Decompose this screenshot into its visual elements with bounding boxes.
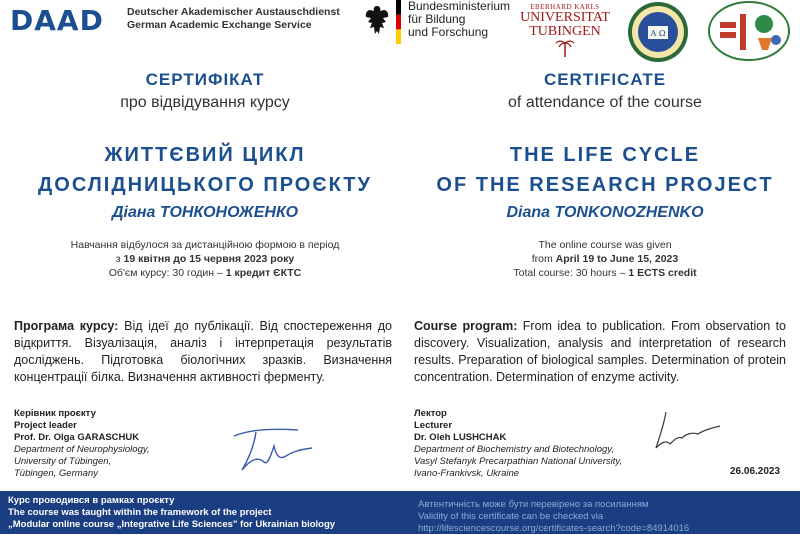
bmbf-line-2: für Bildung bbox=[408, 12, 466, 26]
course-info-uk-line-1: Навчання відбулося за дистанційною формою в період bbox=[70, 239, 340, 251]
university-seal-icon bbox=[626, 0, 690, 64]
course-title-uk-line-1: ЖИТТЄВИЙ ЦИКЛ bbox=[104, 144, 306, 166]
course-info-uk-line-2 bbox=[0, 252, 410, 266]
lecturer-signature-icon bbox=[652, 406, 724, 456]
lecturer-role-en: Lecturer bbox=[414, 420, 453, 431]
course-info-uk-line-3 bbox=[0, 266, 410, 280]
lecturer-block bbox=[414, 408, 622, 480]
german-flag-icon bbox=[396, 0, 401, 44]
program-label-uk: Програма курсу: bbox=[14, 319, 119, 333]
palm-tree-icon bbox=[555, 39, 575, 57]
daad-line-de: Deutscher Akademischer Austauschdienst bbox=[127, 6, 340, 18]
lecturer-role-uk: Лектор bbox=[414, 408, 447, 419]
project-leader-block bbox=[14, 408, 150, 480]
course-info-en-line-3 bbox=[400, 266, 800, 280]
lecturer-affiliation-3: Ivano-Frankivsk, Ukraine bbox=[414, 468, 520, 479]
bmbf-line-3: und Forschung bbox=[408, 25, 489, 39]
course-info-en-line-1: The online course was given bbox=[538, 239, 672, 251]
certificate-subtitle-uk: про відвідування курсу bbox=[120, 94, 290, 111]
certificate-title-en: CERTIFICATE bbox=[543, 70, 667, 89]
course-title-uk bbox=[0, 140, 410, 200]
certificate-subtitle-en: of attendance of the course bbox=[508, 94, 702, 111]
program-label-en: Course program: bbox=[414, 319, 518, 333]
lecturer-affiliation-2: Vasyl Stefanyk Precarpathian National University, bbox=[414, 456, 623, 467]
course-info-uk bbox=[0, 238, 410, 280]
daad-line-en: German Academic Exchange Service bbox=[127, 19, 312, 31]
lecturer-affiliation-1: Department of Biochemistry and Biotechnology, bbox=[414, 444, 614, 455]
course-info-en bbox=[400, 238, 800, 280]
issue-date: 26.06.2023 bbox=[730, 466, 781, 477]
daad-logo: DAAD bbox=[10, 4, 104, 37]
seal-alpha-omega: Α Ω bbox=[650, 29, 666, 38]
course-info-en-line-2 bbox=[400, 252, 800, 266]
footer-left-line-3: „Modular online course „Integrative Life Sciences" for Ukrainian biology bbox=[8, 519, 336, 530]
footer-validation-info bbox=[418, 499, 689, 535]
course-dates-uk: 19 квітня до 15 червня 2023 року bbox=[123, 253, 295, 265]
footer-left-line-2: The course was taught within the framework of the project bbox=[8, 507, 272, 518]
course-volume-prefix-en: Total course: 30 hours – bbox=[513, 267, 629, 279]
footer-left-line-1: Курс проводився в рамках проєкту bbox=[8, 495, 175, 506]
course-program-uk bbox=[14, 318, 392, 386]
tubingen-line-2: UNIVERSITAT bbox=[520, 10, 610, 25]
bmbf-line-1: Bundesministerium bbox=[408, 0, 511, 13]
recipient-name-en: Diana TONKONOZHENKO bbox=[506, 204, 704, 221]
footer-project-info bbox=[8, 495, 335, 531]
course-credit-en: 1 ECTS credit bbox=[628, 267, 697, 279]
leader-affiliation-3: Tübingen, Germany bbox=[14, 468, 98, 479]
tubingen-logo bbox=[518, 0, 612, 58]
leader-affiliation-1: Department of Neurophysiology, bbox=[14, 444, 150, 455]
project-logo-icon bbox=[706, 0, 792, 62]
program-text-uk: Від ідеї до публікації. Від спостереження до відкриття. Візуалізація, аналіз і інтерпретація результатів досліджень. Підготовка біологічних зразків. Визначення концентрації білка. Визначення активності ферменту. bbox=[14, 319, 393, 384]
daad-name bbox=[127, 6, 340, 32]
course-dates-prefix-en: from bbox=[531, 253, 556, 265]
leader-name: Prof. Dr. Olga GARASCHUK bbox=[14, 432, 140, 443]
leader-affiliation-2: University of Tübingen, bbox=[14, 456, 112, 467]
bmbf-name bbox=[408, 0, 510, 39]
course-title-en bbox=[400, 140, 800, 200]
course-volume-prefix-uk: Об'єм курсу: 30 годин – bbox=[108, 267, 226, 279]
certificate-title-uk: СЕРТИФІКАТ bbox=[145, 70, 265, 89]
footer-right-line-1: Автентичність може бути перевірено за посиланням bbox=[418, 499, 649, 510]
course-dates-en: April 19 to June 15, 2023 bbox=[555, 253, 679, 265]
course-title-en-line-2: OF THE RESEARCH PROJECT bbox=[436, 174, 774, 196]
validation-link[interactable]: http://lifesciencescourse.org/certificates-search?code=84914016 bbox=[418, 523, 690, 534]
course-title-en-line-1: THE LIFE CYCLE bbox=[509, 144, 701, 166]
course-dates-prefix-uk: з bbox=[115, 253, 124, 265]
footer-right-line-2: Validity of this certificate can be checked via bbox=[418, 511, 604, 522]
leader-role-en: Project leader bbox=[14, 420, 77, 431]
recipient-name-uk: Діана ТОНКОНОЖЕНКО bbox=[111, 204, 299, 221]
course-program-en bbox=[414, 318, 786, 386]
leader-signature-icon bbox=[228, 416, 318, 476]
eagle-icon bbox=[362, 2, 392, 42]
course-credit-uk: 1 кредит ЄКТС bbox=[225, 267, 302, 279]
tubingen-line-3: TUBINGEN bbox=[529, 24, 601, 39]
tubingen-line-1: EBERHARD KARLS bbox=[530, 3, 600, 11]
lecturer-name: Dr. Oleh LUSHCHAK bbox=[414, 432, 507, 443]
course-title-uk-line-2: ДОСЛІДНИЦЬКОГО ПРОЄКТУ bbox=[38, 174, 372, 196]
leader-role-uk: Керівник проєкту bbox=[14, 408, 96, 419]
program-text-en: From idea to publication. From observation to discovery. Visualization, analysis and interpretation of research results. Preparation of biological samples. Determination of protein concentration. Determination of enzyme activity. bbox=[414, 319, 786, 384]
